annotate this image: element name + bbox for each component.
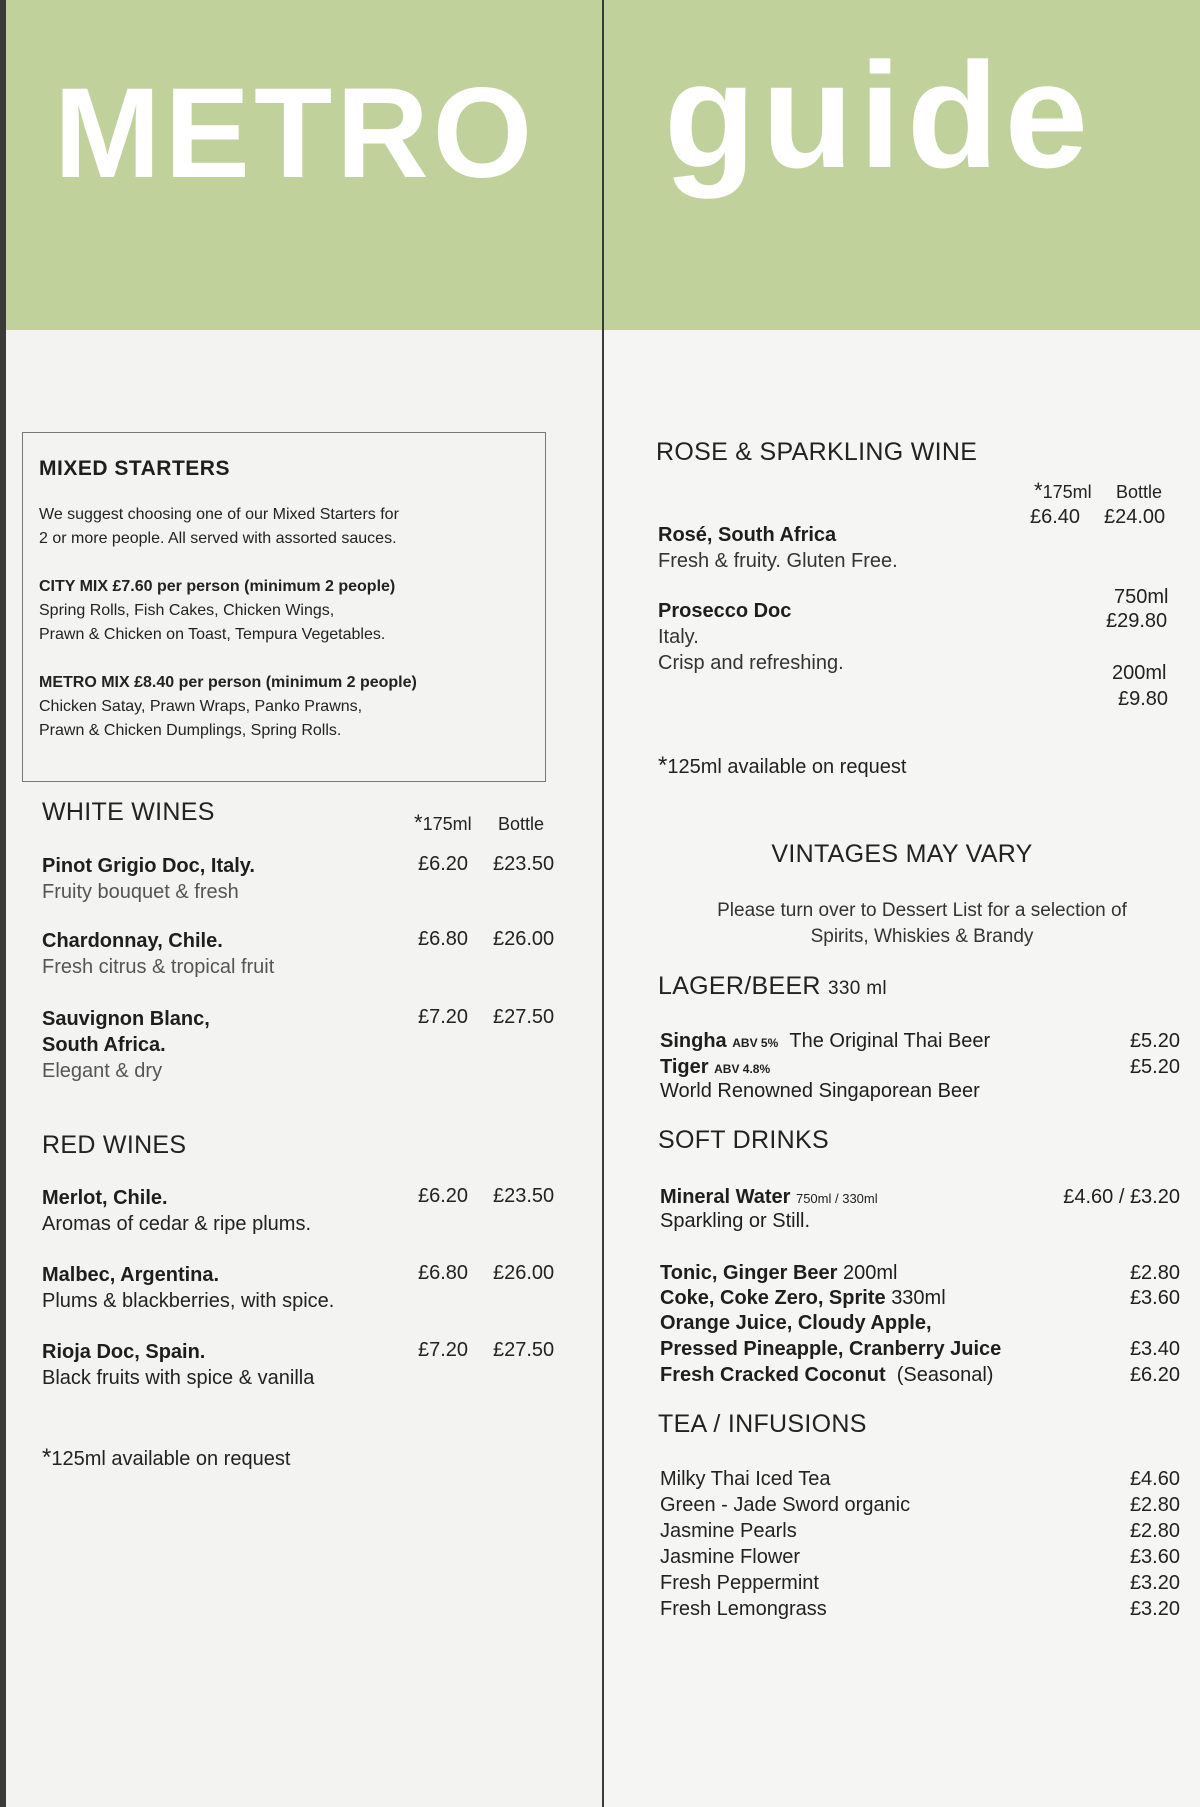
prosecco-price: £29.80 [1106,610,1168,632]
mixed-starters-title: MIXED STARTERS [39,457,230,480]
prosecco-item: Prosecco Doc Italy. Crisp and refreshing. [658,600,844,674]
wine-item: Rioja Doc, Spain. Black fruits with spice & vanilla £7.20 £27.50 [42,1339,555,1389]
drink-row: Fresh Cracked Coconut (Seasonal) £6.20 [660,1364,1180,1386]
vintages-title: VINTAGES MAY VARY [771,840,1033,868]
rose-sparkling-title: ROSE & SPARKLING WINE [656,438,978,466]
starters-intro-line: 2 or more people. All served with assorted sauces. [39,530,397,547]
tea-row: Fresh Lemongrass £3.20 [660,1598,1180,1620]
starters-intro-line: We suggest choosing one of our Mixed Starters for [39,506,399,523]
tea-row: Jasmine Flower £3.60 [660,1546,1180,1568]
beer-row: Tiger ABV 4.8% £5.20 [660,1056,1180,1078]
city-mix-line: Prawn & Chicken on Toast, Tempura Vegetables. [39,626,386,643]
drink-row: Pressed Pineapple, Cranberry Juice £3.40 [660,1338,1180,1360]
white-wines-title: WHITE WINES [42,798,215,826]
metro-mix-line: Prawn & Chicken Dumplings, Spring Rolls. [39,722,342,739]
title-metro: METRO [54,62,537,205]
rose-col-glass: *175ml [1034,478,1092,503]
red-wines-title: RED WINES [42,1131,187,1159]
mixed-starters-box [22,432,546,782]
right-panel [604,0,1200,1807]
wine-item: Pinot Grigio Doc, Italy. Fruity bouquet & fresh £6.20 £23.50 [42,853,555,903]
tea-row: Jasmine Pearls £2.80 [660,1520,1180,1542]
tea-title: TEA / INFUSIONS [658,1410,867,1438]
left-note: *125ml available on request [42,1444,291,1471]
white-col-glass: *175ml [414,810,472,835]
lager-title: LAGER/BEER 330 ml [658,972,887,1000]
tea-row: Green - Jade Sword organic £2.80 [660,1494,1180,1516]
metro-mix-line: Chicken Satay, Prawn Wraps, Panko Prawns, [39,698,363,715]
rose-item: Rosé, South Africa Fresh & fruity. Gluten Free. [658,524,898,572]
vintages-text: Please turn over to Dessert List for a selection of Spirits, Whiskies & Brandy [717,900,1127,947]
white-col-bottle: Bottle [498,814,545,834]
drink-row: Orange Juice, Cloudy Apple, [660,1312,932,1334]
city-mix-line: Spring Rolls, Fish Cakes, Chicken Wings, [39,602,335,619]
drink-row: Mineral Water 750ml / 330ml £4.60 / £3.20 [660,1186,1180,1208]
tea-row: Fresh Peppermint £3.20 [660,1572,1180,1594]
city-mix-head: CITY MIX £7.60 per person (minimum 2 people) [39,578,396,595]
beer-row: Singha ABV 5% The Original Thai Beer £5.20 [660,1030,1180,1052]
tea-row: Milky Thai Iced Tea £4.60 [660,1468,1180,1490]
title-guide: guide [664,31,1094,199]
metro-mix [39,671,529,743]
rose-glass-price: £6.40 [1030,506,1081,528]
wine-item: Sauvignon Blanc, South Africa. Elegant & dry £7.20 £27.50 [42,1006,555,1082]
prosecco-small-size: 200ml [1112,662,1167,684]
prosecco-size: 750ml [1114,586,1169,608]
rose-note: *125ml available on request [658,752,907,779]
drink-desc: Sparkling or Still. [660,1210,811,1232]
beer-desc: World Renowned Singaporean Beer [660,1080,980,1102]
wine-item: Merlot, Chile. Aromas of cedar & ripe plums. £6.20 £23.50 [42,1185,555,1235]
soft-drinks-title: SOFT DRINKS [658,1126,829,1154]
wine-item: Chardonnay, Chile. Fresh citrus & tropical fruit £6.80 £26.00 [42,928,555,978]
rose-col-bottle: Bottle [1116,482,1163,502]
rose-bottle-price: £24.00 [1104,506,1166,528]
wine-item: Malbec, Argentina. Plums & blackberries, with spice. £6.80 £26.00 [42,1262,555,1312]
left-panel [6,0,602,1807]
metro-mix-head: METRO MIX £8.40 per person (minimum 2 people) [39,674,417,691]
prosecco-small-price: £9.80 [1118,688,1169,710]
drink-row: Coke, Coke Zero, Sprite 330ml £3.60 [660,1287,1180,1309]
city-mix [39,575,529,647]
drink-row: Tonic, Ginger Beer 200ml £2.80 [660,1262,1180,1284]
